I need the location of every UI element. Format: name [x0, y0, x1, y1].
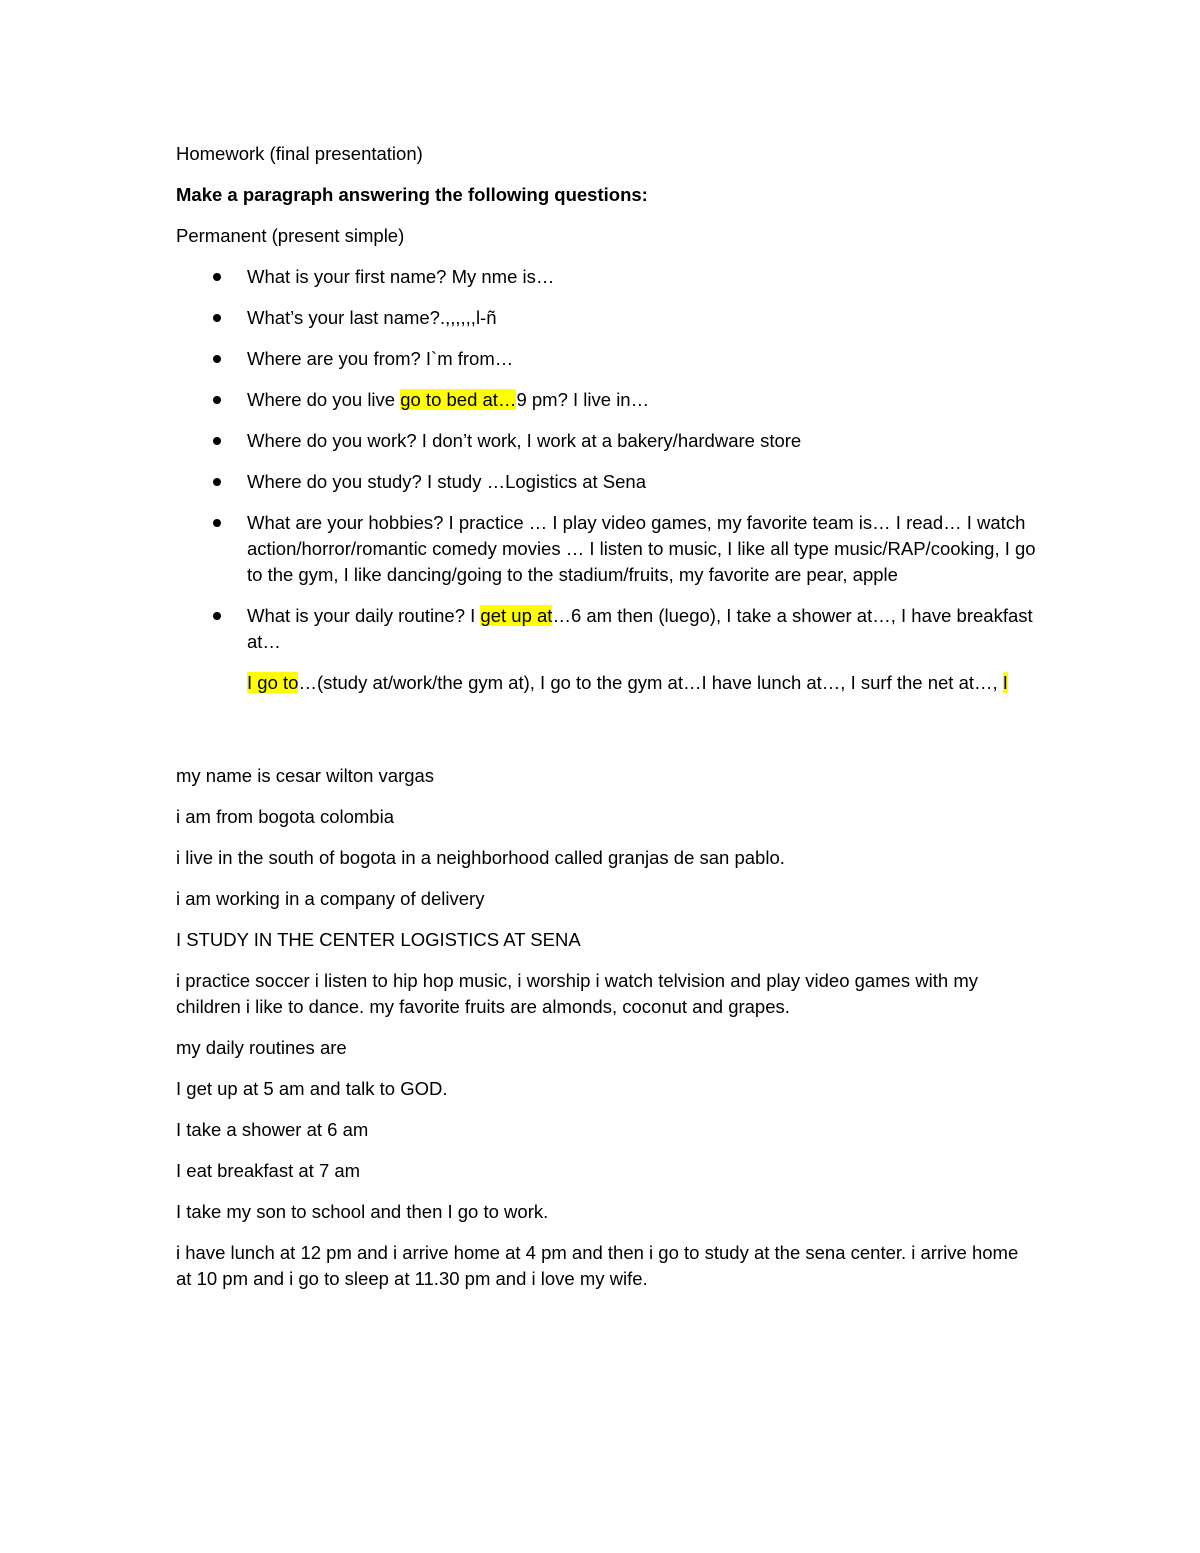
section-heading: Permanent (present simple)	[176, 225, 405, 246]
answer-line: I take a shower at 6 am	[176, 1119, 369, 1140]
answers-section	[176, 763, 1036, 1292]
highlighted-text: go to bed at…	[400, 389, 517, 410]
bullet-icon	[213, 437, 221, 445]
highlighted-text: I go to	[247, 672, 299, 693]
instruction-heading: Make a paragraph answering the following questions:	[176, 184, 648, 205]
answer-line: my daily routines are	[176, 1037, 347, 1058]
list-item	[176, 387, 1036, 413]
answer-line: I STUDY IN THE CENTER LOGISTICS AT SENA	[176, 929, 581, 950]
bullet-icon	[213, 355, 221, 363]
question-text: 9 pm? I live in…	[516, 389, 650, 410]
question-text: Where are you from? I`m from…	[247, 348, 514, 369]
answer-line: I take my son to school and then I go to work.	[176, 1201, 549, 1222]
question-text: …(study at/work/the gym at), I go to the gym at…I have lunch at…, I surf the net at…,	[298, 672, 1003, 693]
bullet-icon	[213, 478, 221, 486]
question-text: …6 am then (luego), I take a shower at…, I have breakfast at…	[247, 605, 1033, 652]
list-item	[176, 305, 1036, 331]
question-text: What’s your last name?.,,,,,,l-ñ	[247, 307, 497, 328]
highlighted-text: I	[1002, 672, 1008, 693]
bullet-icon	[213, 273, 221, 281]
list-item	[176, 510, 1036, 588]
question-text: Where do you work? I don’t work, I work at a bakery/hardware store	[247, 430, 802, 451]
list-item	[176, 469, 1036, 495]
bullet-icon	[213, 314, 221, 322]
list-item	[176, 346, 1036, 372]
question-list	[176, 264, 1036, 696]
answer-line: I eat breakfast at 7 am	[176, 1160, 361, 1181]
bullet-icon	[213, 519, 221, 527]
question-text: What is your first name? My nme is…	[247, 266, 555, 287]
question-text: What is your daily routine? I	[247, 605, 481, 626]
list-item	[176, 264, 1036, 290]
document-title: Homework (final presentation)	[176, 143, 423, 164]
list-item	[176, 428, 1036, 454]
bullet-icon	[213, 396, 221, 404]
document-page	[176, 141, 1036, 1307]
bullet-icon	[213, 612, 221, 620]
question-text: Where do you study? I study …Logistics at Sena	[247, 471, 646, 492]
answer-line: my name is cesar wilton vargas	[176, 765, 435, 786]
list-item	[176, 603, 1036, 655]
question-text: What are your hobbies? I practice … I play video games, my favorite team is… I read… I watch action/horror/romantic comedy movies … I listen to music, I like all type music/RAP/cooking, I go to the gym, I like dancing/going to the stadium/fruits, my favorite are pear, apple	[247, 512, 1036, 585]
answer-line: i live in the south of bogota in a neighborhood called granjas de san pablo.	[176, 847, 785, 868]
answer-line: i have lunch at 12 pm and i arrive home at 4 pm and then i go to study at the sena center. i arrive home at 10 pm and i go to sleep at 11.30 pm and i love my wife.	[176, 1242, 1019, 1289]
answer-line: i am working in a company of delivery	[176, 888, 485, 909]
list-item-continuation	[176, 670, 1036, 696]
answer-line: i am from bogota colombia	[176, 806, 394, 827]
answer-line: i practice soccer i listen to hip hop music, i worship i watch telvision and play video games with my children i like to dance. my favorite fruits are almonds, coconut and grapes.	[176, 970, 979, 1017]
blank-space	[176, 711, 1036, 763]
answer-line: I get up at 5 am and talk to GOD.	[176, 1078, 448, 1099]
question-text: Where do you live	[247, 389, 401, 410]
highlighted-text: get up at	[480, 605, 553, 626]
